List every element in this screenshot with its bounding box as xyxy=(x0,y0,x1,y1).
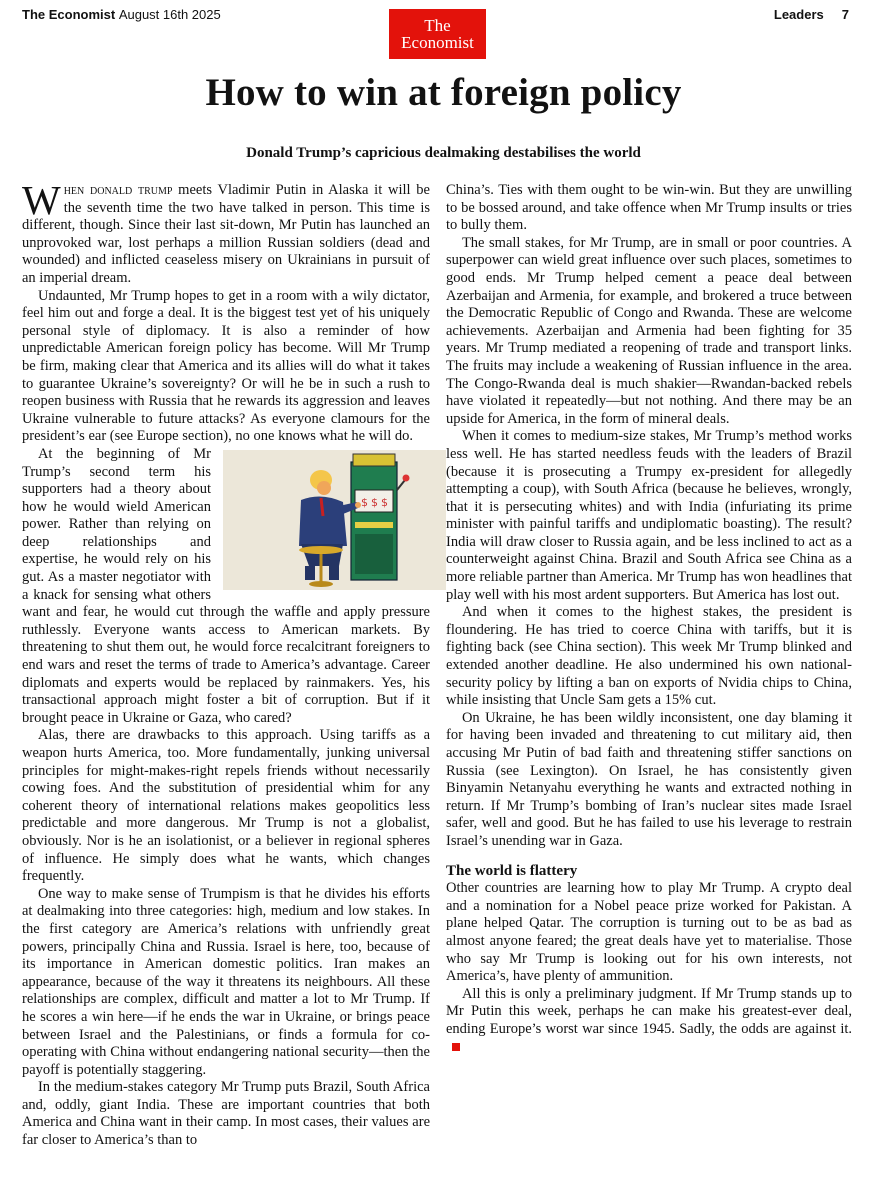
trump-slot-machine-illustration xyxy=(239,450,446,590)
paragraph: On Ukraine, he has been wildly inconsistent, one day blaming it for having been invaded and threatening to cut military aid, then accusing Mr Putin of bad faith and threatening stiffer sanctions on Russia (see Lexington). On Israel, he has consistently given Binyamin Netanyahu everything he wants and extracted nothing in return. If Mr Trump’s bombing of Iran’s nuclear sites made Israel safer, well and good. But he has failed to use his leverage to restrain Israel’s unending war in Gaza. xyxy=(446,709,852,849)
illustration xyxy=(223,450,430,590)
paragraph xyxy=(22,177,430,288)
paragraph: The small stakes, for Mr Trump, are in small or poor countries. A superpower can wield great influence over such places, sometimes to good ends. Mr Trump helped cement a peace deal between Azerbaijan and Armenia, for example, and brokered a truce between the Democratic Republic of Congo and Rwanda. These are welcome achievements. Azerbaijan and Armenia had been fighting for 35 years. Mr Trump mediated a reopening of trade and transport links. The fruits may include a weakening of Russian influence in the area. The Congo-Rwanda deal is much shakier—Rwandan-backed rebels have violated it repeatedly—but not nothing. And there may be an upside for America, in the form of mineral deals. xyxy=(446,234,852,427)
paragraph-text: meets Vladimir Putin in Alaska it will be the seventh time the two have talked in person. This time is different, though. Since their last sit-down, Mr Putin has launched an unprovoked war, lost perhaps a million Russian soldiers (dead and wounded) and inflicted ceaseless misery on Ukrainians in pursuit of an imperial dream. xyxy=(22,182,430,286)
paragraph: Other countries are learning how to play Mr Trump. A crypto deal and a nomination for a Nobel peace prize worked for Pakistan. A plane helped Qatar. The corruption is turning out to be as bad as almost anyone feared; the great deals have yet to materialise. Those who say Mr Trump is looking out for his own interests, not America’s, have plenty of ammunition. xyxy=(446,880,852,985)
slot-reel-3: $ xyxy=(380,495,388,509)
paragraph: One way to make sense of Trumpism is that he divides his efforts at dealmaking into three categories: high, medium and low stakes. In the first category are America’s relations with unfriendly great powers, principally China and Russia. Israel is here, too, because of its importance in American domestic politics. Iran makes an appearance, because of the way it threatens its neighbours. All these relationships are complex, difficult and matter a lot to Mr Trump. If he scores a win here—if he ends the war in Ukraine, or brings peace between Israel and the Palestinians, or finds a formula for co-operating with China without endangering national security—then the payoff is potentially staggering. xyxy=(22,885,430,1078)
paragraph: Alas, there are drawbacks to this approach. Using tariffs as a weapon hurts America, too. More fundamentally, junking universal principles for might-makes-right repels friends without necessarily cowing foes. And the substitution of presidential whim for any coherent theory of international relations makes geopolitics less predictable and more dangerous. Mr Trump is not a globalist, obviously. Nor is he an isolationist, or a believer in regional spheres of influence. He simply does what he wants, which changes frequently. xyxy=(22,727,430,885)
paragraph-text: At the beginning of Mr Trump’s second term his supporters had a theory about how he would wield American power. Rather than relying on deep relationships and expertise, he would rely on his gut. As a master negotiator with a knack for sensing what others want and fear, he would cut through the waffle and apply pressure ruthlessly. Everyone wants access to American markets. By threatening to shut them out, he would force recalcitrant foreigners to end wars and reset the terms of trade to America’s advantage. Career diplomats and experts would be replaced by rainmakers. Yes, his transactional approach might foster a bit of corruption. But if it brought peace in Ukraine or Gaza, who cared? xyxy=(22,445,430,726)
slot-reel-2: $ xyxy=(370,495,378,509)
paragraph-text: When it comes to medium-size stakes, Mr Trump’s method works less well. He has started needless feuds with the leaders of Brazil (because it is prosecuting a Trumpy ex-president for allegedly attempting a coup), with South Africa (because he believes, wrongly, that it is persecuting whites) and with India (infuriating its prime minister with painful tariffs and undiplomatic boasting). The result? India will draw closer to Russia again, and be less inclined to act as a counterweight against China. Brazil and South Africa see China as a more reliable partner than America. Mr Trump has won headlines that play well with his most ardent supporters. But America has lost out. xyxy=(446,428,852,603)
paragraph xyxy=(22,446,430,728)
article-column-2 xyxy=(446,182,852,1056)
section-name: Leaders xyxy=(773,7,824,22)
economist-logo xyxy=(389,9,486,59)
article-headline: How to win at foreign policy xyxy=(205,71,682,114)
paragraph xyxy=(446,986,852,1056)
issue-date: August 16th 2025 xyxy=(118,7,221,22)
end-mark-icon xyxy=(452,1043,460,1051)
drop-cap: W xyxy=(22,177,61,223)
paragraph: In the medium-stakes category Mr Trump puts Brazil, South Africa and, oddly, giant India. These are important countries that both America and China want in their camp. In most cases, their values are far closer to America’s than to xyxy=(22,1079,430,1149)
paragraph: Undaunted, Mr Trump hopes to get in a room with a wily dictator, feel him out and forge a deal. It is the biggest test yet of his uniquely personal style of diplomacy. It is also a reminder of how unpredictable American foreign policy has become. Will Mr Trump be firm, making clear that America and its allies will do what it takes to guarantee Ukraine’s sovereignty? Or will he be in such a rush to reopen business with Russia that he rewards its aggression and leaves Ukraine vulnerable to future attacks? As everyone clamours for the president’s ear (see Europe section), no one knows what he will do. xyxy=(22,287,430,445)
paragraph: And when it comes to the highest stakes, the president is floundering. He has tried to coerce China with tariffs, but it is fighting back (see China section). This week Mr Trump blinked and extended another deadline. He also undermined his own national-security policy by lifting a ban on exports of Nvidia chips to China, while insisting that Uncle Sam gets a 15% cut. xyxy=(446,604,852,709)
paragraph: China’s. Ties with them ought to be win-win. But they are unwilling to be bossed around, and take offence when Mr Trump insults or tries to bully them. xyxy=(446,182,852,234)
article-standfirst: Donald Trump’s capricious dealmaking destabilises the world xyxy=(246,145,641,161)
logo-line-2: Economist xyxy=(401,33,474,52)
page-number: 7 xyxy=(841,7,849,22)
crosshead: The world is flattery xyxy=(446,862,578,879)
lead-in: hen donald trump xyxy=(63,182,173,198)
header-left xyxy=(22,7,221,22)
publication-name: The Economist xyxy=(22,7,116,22)
paragraph xyxy=(446,428,852,604)
logo-line-1: The xyxy=(424,16,451,35)
header-right xyxy=(774,7,849,22)
article-column-1 xyxy=(22,177,430,1150)
paragraph-text: All this is only a preliminary judgment. If Mr Trump stands up to Mr Putin this week, perhaps he can make his greatest-ever deal, ending Europe’s worst war since 1945. Sadly, the odds are against it. xyxy=(446,985,852,1037)
slot-reel-1: $ xyxy=(360,495,368,509)
